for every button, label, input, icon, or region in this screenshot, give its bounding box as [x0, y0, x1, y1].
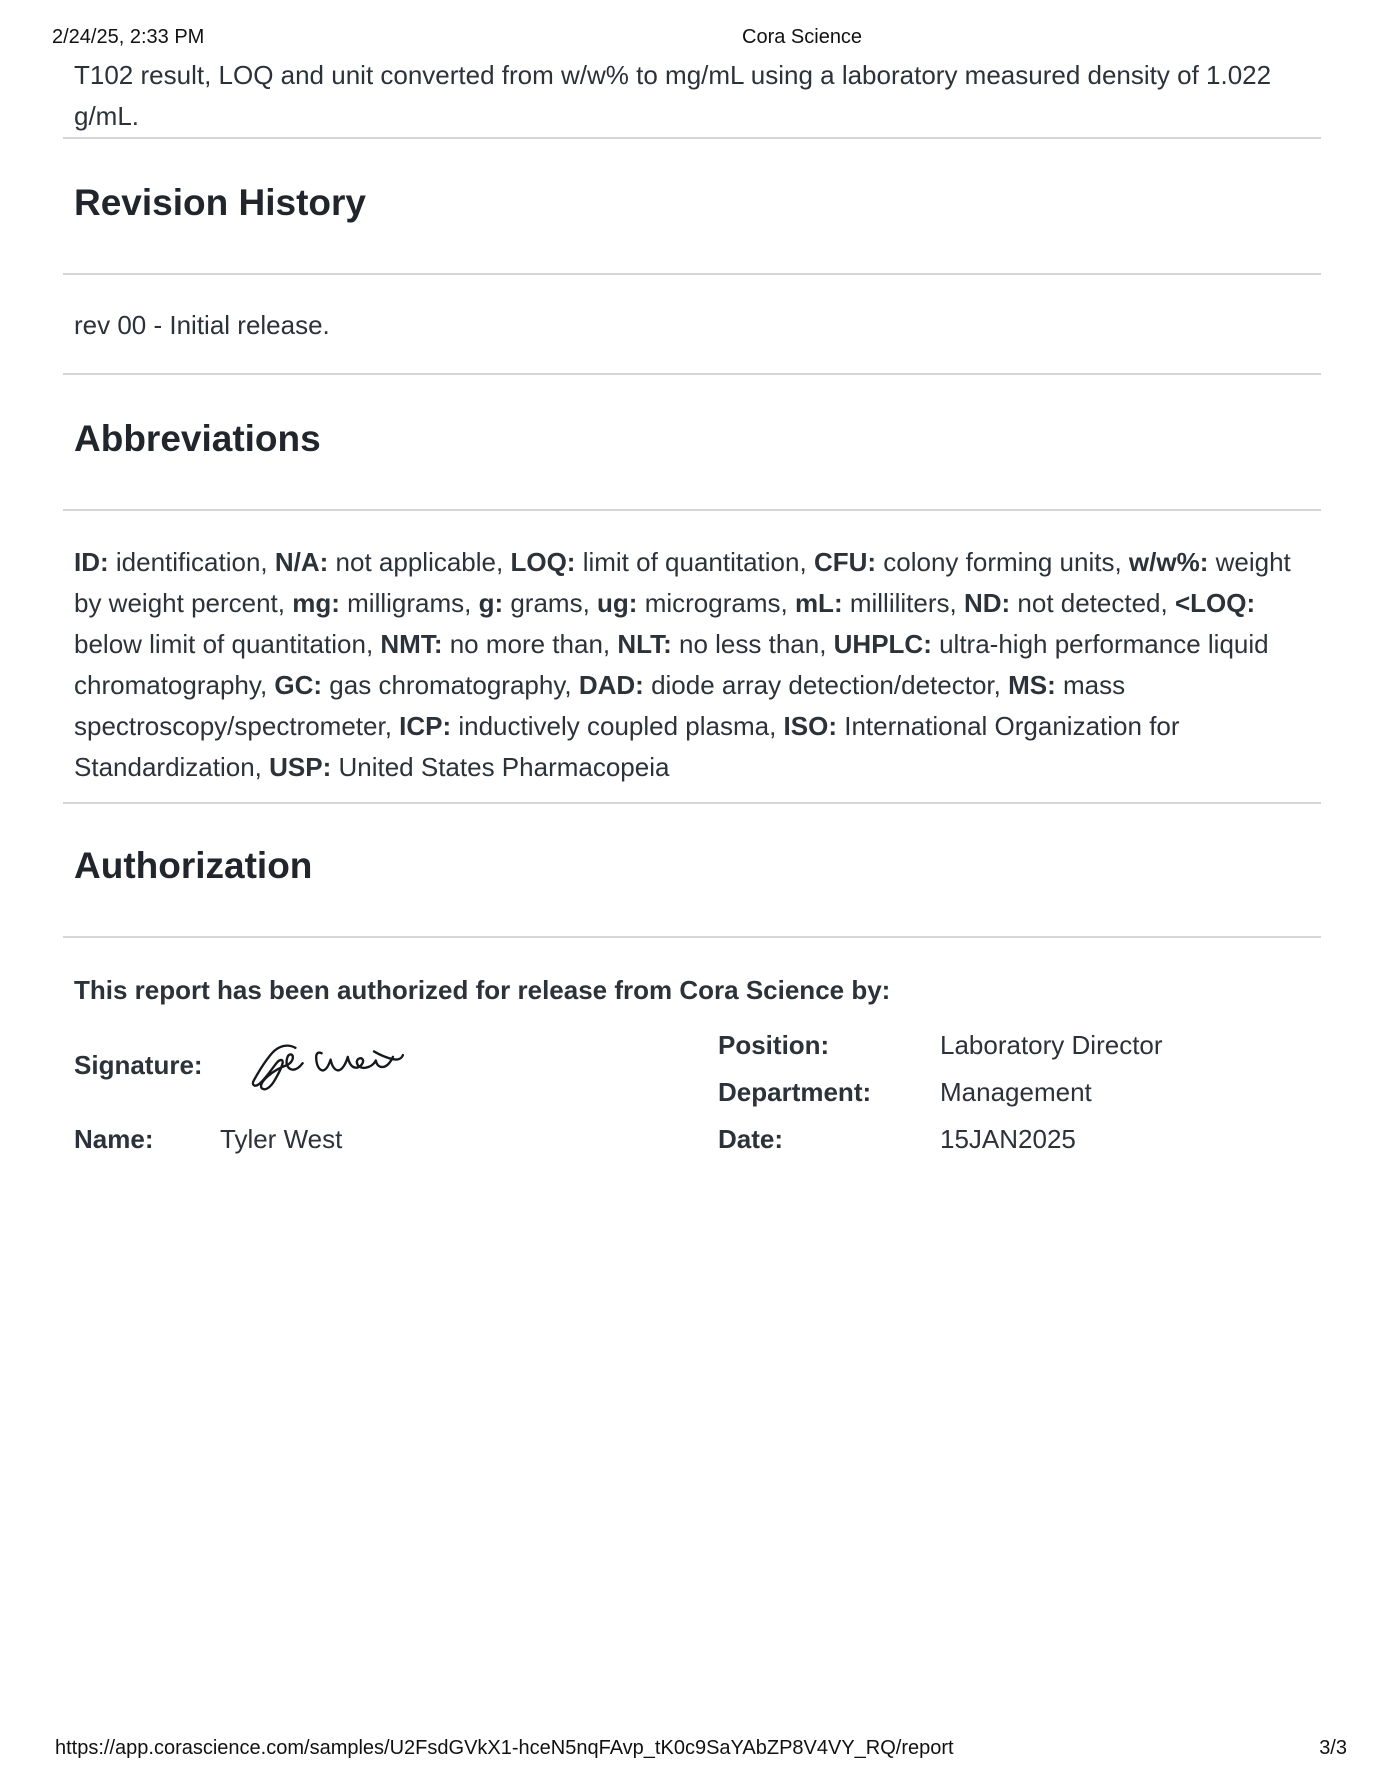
authorization-right-column: [718, 1023, 1310, 1166]
abbreviation-term: <LOQ:: [1174, 588, 1256, 618]
abbreviations-paragraph: ID: identification, N/A: not applicable, LOQ: limit of quantitation, CFU: colony forming units, w/w%: weight by weight percent, mg: milligrams, g: grams, ug: micrograms, mL: milliliters, ND: not detected, <LOQ: below limit of quantitation, NMT: no more than, NLT: no less than, UHPLC: ultra-high performance liquid chromatography, GC: gas chromatography, DAD: diode array detection/detector, MS: mass spectroscopy/spectrometer, ICP: inductively coupled plasma, ISO: International Organization for Standardization, USP: United States Pharmacopeia: [74, 547, 1291, 782]
section-divider: [63, 373, 1321, 375]
print-footer-url: https://app.corascience.com/samples/U2FsdGVkX1-hceN5nqFAvp_tK0c9SaYAbZP8V4VY_RQ/report: [55, 1737, 954, 1759]
authorization-block: [74, 1023, 1310, 1166]
section-divider: [63, 509, 1321, 511]
print-header-datetime: 2/24/25, 2:33 PM: [52, 26, 205, 48]
print-footer-page-number: 3/3: [1319, 1737, 1347, 1759]
abbreviation-term: USP:: [269, 752, 332, 782]
abbreviation-term: mg:: [292, 588, 340, 618]
section-divider: [63, 273, 1321, 275]
position-label: Position:: [718, 1030, 830, 1060]
department-row: [718, 1072, 1310, 1113]
report-content: [63, 0, 1321, 1166]
abbreviation-term: LOQ:: [510, 547, 576, 577]
intro-note: T102 result, LOQ and unit converted from w/w% to mg/mL using a laboratory measured density of 1.022 g/mL.: [74, 60, 1272, 131]
name-value: Tyler West: [220, 1124, 343, 1154]
abbreviation-term: ICP:: [399, 711, 452, 741]
abbreviation-term: ND:: [963, 588, 1011, 618]
section-title-authorization: Authorization: [74, 845, 313, 886]
date-value: 15JAN2025: [940, 1124, 1076, 1154]
authorization-left-column: [74, 1023, 718, 1166]
abbreviation-term: DAD:: [578, 670, 644, 700]
signature-row: [74, 1037, 718, 1093]
abbreviation-term: N/A:: [274, 547, 329, 577]
authorization-statement: This report has been authorized for release from Cora Science by:: [74, 975, 891, 1005]
print-header-title: Cora Science: [742, 26, 863, 48]
abbreviation-term: w/w%:: [1128, 547, 1209, 577]
section-title-abbreviations: Abbreviations: [74, 418, 321, 459]
abbreviation-term: GC:: [274, 670, 323, 700]
abbreviation-term: NLT:: [617, 629, 672, 659]
date-label: Date:: [718, 1124, 784, 1154]
department-label: Department:: [718, 1077, 872, 1107]
position-value: Laboratory Director: [940, 1030, 1163, 1060]
abbreviation-term: CFU:: [813, 547, 877, 577]
name-label: Name:: [74, 1124, 154, 1154]
signature-image: [234, 1037, 439, 1093]
section-divider: [63, 137, 1321, 139]
name-row: [74, 1119, 718, 1160]
abbreviation-term: UHPLC:: [833, 629, 932, 659]
date-row: [718, 1119, 1310, 1160]
abbreviation-term: ug:: [597, 588, 638, 618]
revision-history-entry: rev 00 - Initial release.: [74, 310, 330, 340]
section-title-revision-history: Revision History: [74, 182, 366, 223]
abbreviation-term: mL:: [794, 588, 843, 618]
signature-label: Signature:: [74, 1049, 203, 1080]
abbreviation-term: ID:: [74, 547, 109, 577]
abbreviation-term: MS:: [1008, 670, 1056, 700]
position-row: [718, 1025, 1310, 1066]
abbreviation-term: NMT:: [380, 629, 443, 659]
department-value: Management: [940, 1077, 1092, 1107]
abbreviation-term: ISO:: [783, 711, 837, 741]
section-divider: [63, 936, 1321, 938]
abbreviation-term: g:: [478, 588, 504, 618]
section-divider: [63, 802, 1321, 804]
